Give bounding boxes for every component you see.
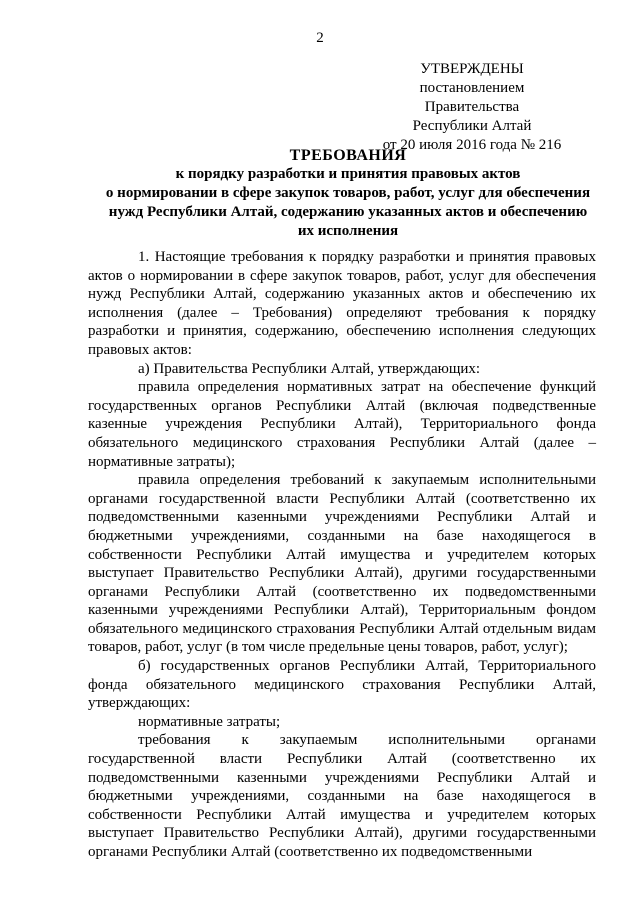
- approval-stamp: [372, 60, 572, 155]
- paragraph: требования к закупаемым исполнительными органами государственной власти Республики Алтай (соответственно их подведомственными казенными учреждениями Республики Алтай и бюджетными учреждениями, созданными на базе находящегося в собственности Республики Алтай имущества и учредителем которых выступает Правительство Республики Алтай), другими государственными органами Республики Алтай (соответственно их подведомственными: [88, 732, 596, 860]
- approval-line: Республики Алтай: [412, 118, 532, 134]
- paragraph: б) государственных органов Республики Алтай, Территориального фонда обязательного медицинского страхования Республики Алтай, утверждающих:: [88, 658, 596, 712]
- paragraph: правила определения нормативных затрат на обеспечение функций государственных органов Республики Алтай (включая подведственные казенные учреждения Республики Алтай), Территориального фонда обязательного медицинского страхования Республики Алтай (далее – нормативные затраты);: [88, 379, 596, 470]
- heading-line: их исполнения: [297, 223, 399, 239]
- paragraph: 1. Настоящие требования к порядку разработки и принятия правовых актов о нормировании в сфере закупок товаров, работ, услуг для обеспечения нужд Республики Алтай, содержанию указанных актов и обеспечению их исполнения (далее – Требования) определяют требования к порядку разработки и принятия, содержанию, обеспечению исполнения следующих правовых актов:: [88, 249, 596, 358]
- paragraph: а) Правительства Республики Алтай, утверждающих:: [138, 360, 481, 377]
- heading-line: о нормировании в сфере закупок товаров, работ, услуг для обеспечения: [105, 185, 591, 201]
- approval-line: от 20 июля 2016 года № 216: [382, 137, 562, 153]
- approval-title: УТВЕРЖДЕНЫ: [420, 61, 524, 77]
- document-title: ТРЕБОВАНИЯ: [289, 147, 407, 164]
- approval-line: постановлением Правительства: [419, 80, 525, 115]
- paragraph: нормативные затраты;: [138, 713, 281, 730]
- heading-line: нужд Республики Алтай, содержанию указанных актов и обеспечению: [108, 204, 588, 220]
- page-number: 2: [316, 30, 324, 46]
- document-heading: [88, 146, 608, 241]
- heading-line: к порядку разработки и принятия правовых актов: [175, 166, 521, 182]
- document-body: [88, 248, 596, 862]
- paragraph: правила определения требований к закупаемым исполнительными органами государственной власти Республики Алтай (соответственно их подведомственными казенными учреждениями Республики Алтай и бюджетными учреждениями, созданными на базе находящегося в собственности Республики Алтай имущества и учредителем которых выступает Правительство Республики Алтай), другими государственными органами Республики Алтай (соответственно их подведомственными казенными учреждениями Республики Алтай), Территориальным фондом обязательного медицинского страхования Республики Алтай отдельным видам товаров, работ, услуг (в том числе предельные цены товаров, работ, услуг);: [88, 472, 596, 656]
